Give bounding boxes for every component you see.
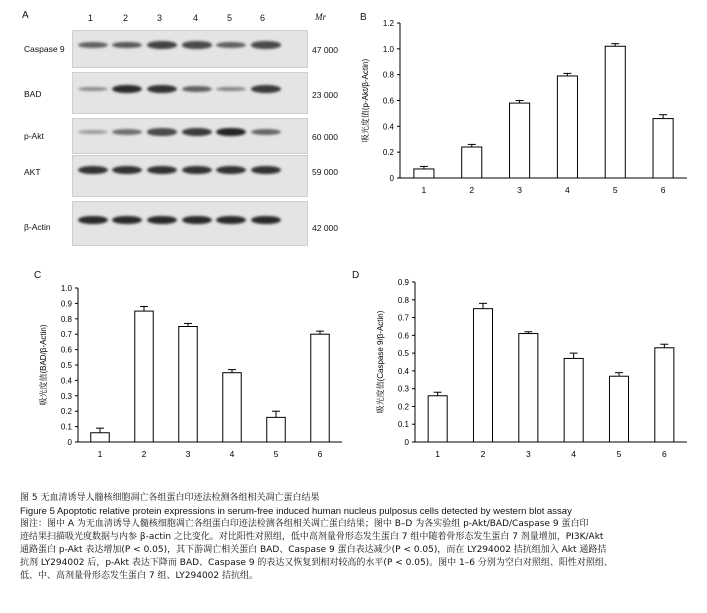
y-tick-label: 0.2 <box>60 407 72 417</box>
y-tick-label: 0.9 <box>60 299 72 309</box>
bar <box>653 119 673 178</box>
bar <box>564 358 583 442</box>
blot-band <box>182 166 212 174</box>
bar <box>605 46 625 178</box>
y-tick-label: 0.6 <box>382 96 394 106</box>
blot-band <box>147 128 177 135</box>
caption-note-line: 低、中、高剂量骨形态发生蛋白 7 组、LY294002 拮抗组。 <box>20 571 258 581</box>
caption-note-line: 图注：图中 A 为无血清诱导人髓核细胞凋亡各组蛋白印迹法检测各组相关凋亡蛋白结果；图中 B–D 为各实验组 p-Akt/BAD/Caspase 9 蛋白印 <box>20 519 589 529</box>
y-tick-label: 0.8 <box>397 295 409 305</box>
bar <box>414 169 434 178</box>
y-tick-label: 0.2 <box>382 148 394 158</box>
y-tick-label: 0.7 <box>60 330 72 340</box>
blot-band <box>147 166 177 174</box>
bar <box>91 433 109 442</box>
caption-note-line: 迹结果扫描吸光度数据与内参 β-actin 之比变化。对比阳性对照组，低中高剂量骨形态发生蛋白 7 组中随着骨形态发生蛋白 7 剂量增加，PI3K/Akt <box>20 532 604 542</box>
panel-a-letter: A <box>22 10 29 21</box>
y-tick-label: 0.6 <box>397 331 409 341</box>
chart-b-pakt <box>345 5 700 205</box>
y-tick-label: 0.6 <box>60 345 72 355</box>
blot-band <box>147 41 177 49</box>
x-tick-label: 2 <box>480 449 486 459</box>
molecular-weight-label: 42 000 <box>312 223 338 233</box>
y-tick-label: 0.1 <box>60 422 72 432</box>
y-tick-label: 0.4 <box>397 366 409 376</box>
bar <box>655 348 674 442</box>
chart-d-caspase9 <box>345 270 700 480</box>
blot-band <box>78 166 108 174</box>
western-blot-panel <box>0 0 345 250</box>
blot-label: AKT <box>24 167 41 177</box>
y-tick-label: 0.4 <box>60 376 72 386</box>
y-axis-label: 吸光度值(p-Akt/β-Actin) <box>361 58 370 143</box>
bar <box>135 311 153 442</box>
y-tick-label: 0.3 <box>397 384 409 394</box>
molecular-weight-label: 60 000 <box>312 132 338 142</box>
y-tick-label: 0.1 <box>397 420 409 430</box>
molecular-weight-label: 47 000 <box>312 45 338 55</box>
lane-number: 2 <box>123 13 129 23</box>
blot-band <box>251 129 281 135</box>
blot-label: p-Akt <box>24 131 44 141</box>
blot-label: BAD <box>24 89 42 99</box>
y-tick-label: 0 <box>389 174 394 183</box>
caption-title-en: Figure 5 Apoptotic relative protein expressions in serum-free induced human nucleus pulposus cells detected by western blot assay <box>20 506 572 517</box>
chart-c-bad <box>20 270 350 480</box>
x-tick-label: 1 <box>435 449 441 459</box>
blot-strip-akt <box>72 155 308 197</box>
x-tick-label: 5 <box>616 449 622 459</box>
panel-c-letter: C <box>34 270 42 281</box>
x-tick-label: 4 <box>571 449 577 459</box>
y-tick-label: 0.7 <box>397 313 409 323</box>
x-tick-label: 6 <box>660 185 666 195</box>
panel-d-letter: D <box>352 270 360 281</box>
bar <box>462 147 482 178</box>
x-tick-label: 6 <box>661 449 667 459</box>
blot-band <box>182 128 212 136</box>
blot-label: Caspase 9 <box>24 44 65 54</box>
panel-b-letter: B <box>360 12 367 23</box>
caption-note-line: 抗剂 LY294002 后，p-Akt 表达下降而 BAD、Caspase 9 的表达又恢复到相对较高的水平(P < 0.05)。图中 1–6 分别为空白对照组、阳性对照组、 <box>20 558 613 568</box>
x-tick-label: 1 <box>97 449 103 459</box>
y-axis-label: 吸光度值(Caspase 9/β-Actin) <box>376 310 385 414</box>
y-axis-label: 吸光度值(BAD/β-Actin) <box>39 324 48 406</box>
y-tick-label: 0.5 <box>397 349 409 359</box>
lane-number: 3 <box>157 13 163 23</box>
y-tick-label: 0 <box>67 438 72 447</box>
blot-band <box>251 41 281 48</box>
blot-band <box>112 129 142 135</box>
mr-label: Mr <box>315 12 326 22</box>
lane-number: 6 <box>260 13 266 23</box>
blot-strip-bad <box>72 72 308 114</box>
bar <box>519 334 538 442</box>
blot-band <box>78 130 108 134</box>
blot-label: β-Actin <box>24 222 51 232</box>
y-tick-label: 0.2 <box>397 402 409 412</box>
lane-number: 5 <box>227 13 233 23</box>
blot-band <box>112 166 142 174</box>
x-tick-label: 3 <box>517 185 522 195</box>
x-tick-label: 2 <box>141 449 147 459</box>
bar <box>428 396 447 442</box>
x-tick-label: 3 <box>185 449 191 459</box>
y-tick-label: 0 <box>404 438 409 447</box>
bar <box>179 327 197 443</box>
y-tick-label: 1.2 <box>382 19 394 28</box>
bar <box>510 103 530 178</box>
x-tick-label: 1 <box>421 185 427 195</box>
blot-band <box>216 166 246 174</box>
x-tick-label: 4 <box>565 185 570 195</box>
blot-strip-caspase9 <box>72 30 308 68</box>
lane-number: 4 <box>193 13 199 23</box>
molecular-weight-label: 23 000 <box>312 90 338 100</box>
x-tick-label: 6 <box>317 449 323 459</box>
lane-number: 1 <box>88 13 94 23</box>
blot-band <box>147 85 177 93</box>
blot-band <box>251 166 281 174</box>
x-tick-label: 5 <box>273 449 279 459</box>
molecular-weight-label: 59 000 <box>312 167 338 177</box>
y-tick-label: 1.0 <box>382 44 394 54</box>
y-tick-label: 1.0 <box>60 284 72 293</box>
caption-title-cn: 图 5 无血清诱导人髓核细胞凋亡各组蛋白印迹法检测各组相关凋亡蛋白结果 <box>20 493 320 503</box>
y-tick-label: 0.9 <box>397 278 409 287</box>
x-tick-label: 3 <box>525 449 531 459</box>
x-tick-label: 2 <box>469 185 475 195</box>
x-tick-label: 5 <box>612 185 618 195</box>
caption-note-line: 通路蛋白 p-Akt 表达增加(P < 0.05)，其下游凋亡相关蛋白 BAD、Caspase 9 蛋白表达减少(P < 0.05)，而在 LY294002 拮抗组加入 Akt 通路拮 <box>20 545 607 555</box>
x-tick-label: 4 <box>229 449 235 459</box>
bar <box>223 373 241 442</box>
bar <box>609 376 628 442</box>
y-tick-label: 0.8 <box>382 70 394 80</box>
y-tick-label: 0.8 <box>60 314 72 324</box>
bar <box>311 334 329 442</box>
bar <box>473 309 492 442</box>
y-tick-label: 0.4 <box>382 122 394 132</box>
blot-band <box>251 85 281 93</box>
y-tick-label: 0.3 <box>60 391 72 401</box>
blot-strip-pakt <box>72 118 308 154</box>
bar <box>557 76 577 178</box>
y-tick-label: 0.5 <box>60 361 72 370</box>
blot-band <box>182 41 212 48</box>
bar <box>267 417 285 442</box>
figure-caption <box>20 492 700 583</box>
